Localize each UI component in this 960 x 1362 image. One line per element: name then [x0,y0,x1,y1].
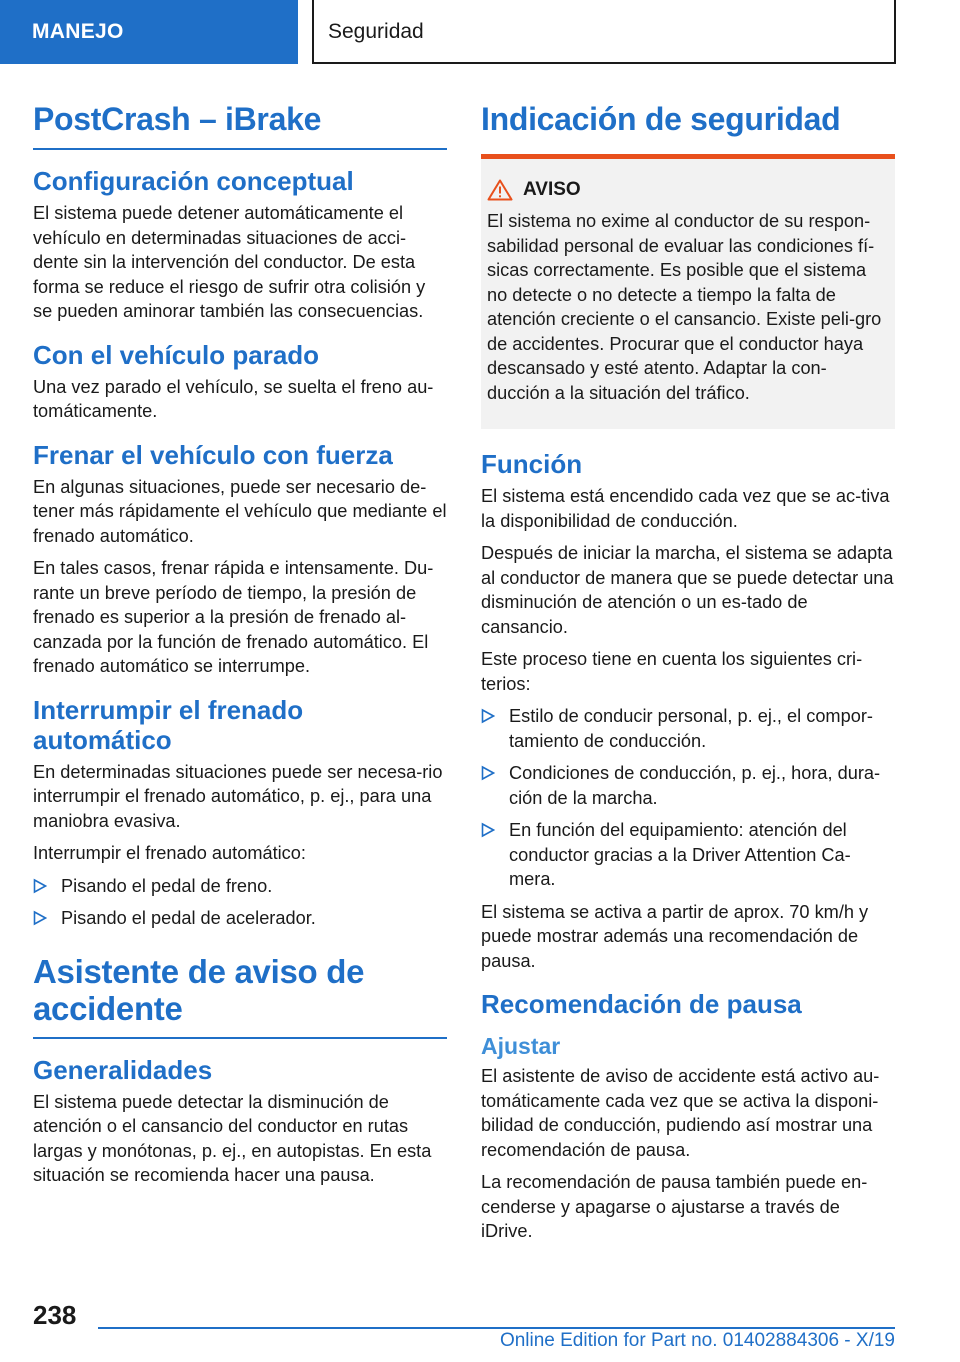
heading-funcion: Función [481,449,583,479]
warning-triangle-icon [487,179,513,201]
list-item [481,818,895,892]
list-item-text: Estilo de conducir personal, p. ej., el compor-tamiento de conducción. [509,706,873,751]
heading-configuracion: Configuración conceptual [33,166,354,196]
list-item [33,874,447,899]
list-item [481,761,895,810]
triangle-bullet-icon [481,822,495,838]
paragraph: La recomendación de pausa también puede en-cenderse y apagarse o ajustarse a través de iDrive. [481,1172,868,1241]
paragraph: Después de iniciar la marcha, el sistema se adapta al conductor de manera que se puede detectar una disminución de atención o un es-tado de cansancio. [481,543,894,637]
paragraph: Interrumpir el frenado automático: [33,843,306,863]
list-item-text: Pisando el pedal de acelerador. [61,908,316,928]
chapter-title: Seguridad [312,0,896,64]
left-column [33,100,447,1196]
warning-label: AVISO [523,179,581,200]
heading-interrumpir-frenado: Interrumpir el frenado automático [33,694,304,755]
paragraph: El sistema puede detener automáticamente el vehículo en determinadas situaciones de acci-dente sin la intervención del conductor. De esta forma se reduce el riesgo de sufrir otra colisión y se pueden aminorar también las consecuencias. [33,203,426,321]
footer-edition[interactable]: Online Edition for Part no. 01402884306 - X/19 [499,1330,895,1351]
heading-vehiculo-parado: Con el vehículo parado [33,339,320,370]
paragraph: Este proceso tiene en cuenta los siguientes cri-terios: [481,649,863,694]
heading-recomendacion-pausa: Recomendación de pausa [481,989,802,1019]
paragraph: En tales casos, frenar rápida e intensamente. Du-rante un breve período de tiempo, la presión de frenado es superior a la presión de frenado al-canzada por la función de frenado automático. El frenado automático se interrumpe. [33,558,434,676]
list-item-text: En función del equipamiento: atención del conductor gracias a la Driver Attention Ca-mera. [509,820,851,889]
page-number: 238 [33,1300,77,1330]
triangle-bullet-icon [33,878,47,894]
section-tab[interactable]: MANEJO [0,0,298,64]
list-item [481,704,895,753]
right-column [481,100,895,1252]
list-item-text: Pisando el pedal de freno. [61,875,273,896]
footer-divider [98,1327,895,1329]
section-title-asistente: Asistente de aviso de accidente [33,953,447,1039]
paragraph: El asistente de aviso de accidente está activo au-tomáticamente cada vez que se activa la disponi-bilidad de conducción, pudiendo así mostrar una recomendación de pausa. [481,1066,880,1160]
subheading-ajustar: Ajustar [481,1033,561,1059]
paragraph: En algunas situaciones, puede ser necesario de-tener más rápidamente el vehículo que mediante el frenado automático. [33,476,447,546]
section-title-postcrash: PostCrash – iBrake [33,100,447,150]
paragraph: En determinadas situaciones puede ser necesa-rio interrumpir el frenado automático, p. ej., para una maniobra evasiva. [33,761,443,831]
bullet-list [33,874,447,931]
list-item-text: Condiciones de conducción, p. ej., hora, dura-ción de la marcha. [509,763,881,808]
bullet-list [481,704,895,892]
paragraph: El sistema puede detectar la disminución de atención o el cansancio del conductor en rutas largas y monótonas, p. ej., en autopistas. En esta situación se recomienda hacer una pausa. [33,1091,432,1185]
paragraph: Una vez parado el vehículo, se suelta el freno au-tomáticamente. [33,376,434,421]
section-title-indicacion: Indicación de seguridad [481,100,895,159]
list-item [33,906,447,931]
warning-box [481,159,895,429]
paragraph: El sistema se activa a partir de aprox. 70 km/h y puede mostrar además una recomendación de pausa. [481,901,869,971]
triangle-bullet-icon [33,910,47,926]
paragraph: El sistema está encendido cada vez que se ac-tiva la disponibilidad de conducción. [481,486,890,531]
heading-frenar-con-fuerza: Frenar el vehículo con fuerza [33,439,393,470]
triangle-bullet-icon [481,765,495,781]
heading-generalidades: Generalidades [33,1054,213,1085]
triangle-bullet-icon [481,708,495,724]
warning-text: El sistema no exime al conductor de su respon-sabilidad personal de evaluar las condiciones fí-sicas correctamente. Es posible que el sistema no detecte o no detecte a tiempo la falta de atención creciente o el cansancio. Existe peli-gro de accidentes. Procurar que el conductor haya descansado y esté atento. Adaptar la con-ducción a la situación del tráfico. [487,211,882,403]
warning-header [487,179,887,201]
